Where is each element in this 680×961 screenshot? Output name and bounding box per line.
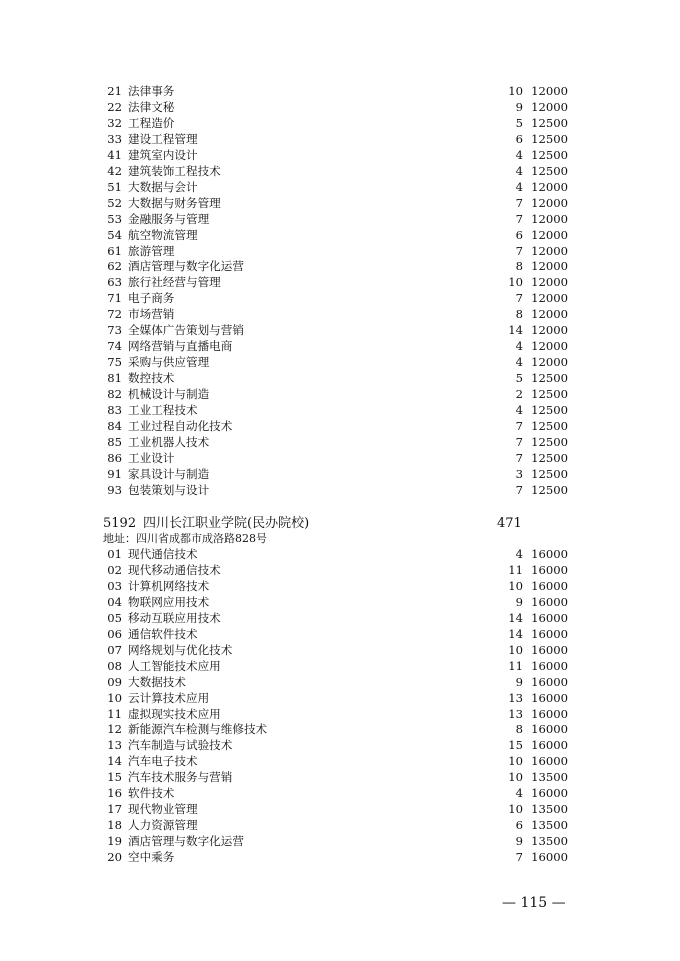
program-row xyxy=(104,179,574,195)
program-name: 移动互联应用技术 xyxy=(128,610,221,625)
program-code: 82 xyxy=(107,387,122,402)
program-name: 网络营销与直播电商 xyxy=(128,339,233,354)
program-code: 61 xyxy=(107,243,122,258)
program-row xyxy=(104,211,574,227)
program-code: 71 xyxy=(107,291,122,306)
program-fee: 12000 xyxy=(531,339,568,354)
program-code: 83 xyxy=(107,403,122,417)
program-fee: 12000 xyxy=(531,291,568,306)
program-name: 大数据与会计 xyxy=(128,179,198,194)
program-code: 75 xyxy=(107,355,122,370)
program-count: 15 xyxy=(508,738,523,753)
program-code: 06 xyxy=(107,626,122,641)
program-fee: 16000 xyxy=(531,610,568,625)
program-row xyxy=(104,610,574,626)
program-row xyxy=(104,626,574,642)
program-name: 建筑室内设计 xyxy=(128,147,198,162)
program-fee: 12000 xyxy=(531,323,568,338)
program-count: 6 xyxy=(515,818,523,833)
program-name: 酒店管理与数字化运营 xyxy=(128,834,244,849)
school-name: 四川长江职业学院(民办院校) xyxy=(143,516,310,531)
program-name: 工程造价 xyxy=(128,115,175,130)
program-fee: 13500 xyxy=(531,834,568,849)
school-total: 471 xyxy=(497,516,522,531)
program-fee: 16000 xyxy=(531,562,568,577)
program-name: 新能源汽车检测与维修技术 xyxy=(128,722,268,737)
program-fee: 12500 xyxy=(531,482,568,497)
program-row xyxy=(104,163,574,179)
program-row xyxy=(104,690,574,706)
school-id: 5192 xyxy=(103,516,137,531)
program-count: 4 xyxy=(515,786,523,801)
program-name: 工业过程自动化技术 xyxy=(128,418,233,433)
program-fee: 12000 xyxy=(531,355,568,370)
program-count: 8 xyxy=(515,307,523,322)
program-row xyxy=(104,578,574,594)
program-count: 4 xyxy=(515,547,523,561)
program-count: 5 xyxy=(515,371,523,386)
program-count: 10 xyxy=(508,84,523,98)
program-row xyxy=(104,833,574,849)
program-count: 11 xyxy=(508,658,523,673)
program-row xyxy=(104,418,574,434)
program-code: 16 xyxy=(107,786,122,801)
program-row xyxy=(104,674,574,690)
program-code: 17 xyxy=(107,802,122,817)
program-name: 航空物流管理 xyxy=(128,227,198,242)
program-count: 9 xyxy=(515,594,523,609)
program-name: 法律文秘 xyxy=(128,99,175,114)
program-fee: 16000 xyxy=(531,850,568,865)
program-code: 86 xyxy=(107,450,122,465)
program-code: 02 xyxy=(107,562,122,577)
program-row xyxy=(104,370,574,386)
program-code: 84 xyxy=(107,418,122,433)
program-row xyxy=(104,450,574,466)
program-count: 14 xyxy=(508,626,523,641)
program-name: 电子商务 xyxy=(128,291,175,306)
program-row xyxy=(104,147,574,163)
program-name: 虚拟现实技术应用 xyxy=(128,706,221,721)
program-name: 通信软件技术 xyxy=(128,626,198,641)
program-fee: 12500 xyxy=(531,466,568,481)
program-code: 51 xyxy=(107,179,122,194)
program-fee: 12500 xyxy=(531,403,568,417)
program-fee: 16000 xyxy=(531,706,568,721)
program-name: 汽车制造与试验技术 xyxy=(128,738,233,753)
program-count: 10 xyxy=(508,802,523,817)
program-count: 8 xyxy=(515,722,523,737)
program-count: 7 xyxy=(515,450,523,465)
program-code: 81 xyxy=(107,371,122,386)
program-row xyxy=(104,402,574,418)
program-count: 13 xyxy=(508,690,523,705)
program-count: 7 xyxy=(515,243,523,258)
program-count: 13 xyxy=(508,706,523,721)
program-count: 9 xyxy=(515,834,523,849)
program-name: 汽车电子技术 xyxy=(128,754,198,769)
program-fee: 12500 xyxy=(531,163,568,178)
program-fee: 16000 xyxy=(531,578,568,593)
program-fee: 12000 xyxy=(531,227,568,242)
program-name: 建筑装饰工程技术 xyxy=(128,163,221,178)
program-count: 10 xyxy=(508,770,523,785)
program-count: 4 xyxy=(515,179,523,194)
program-fee: 12500 xyxy=(531,147,568,162)
program-row xyxy=(104,817,574,833)
program-count: 7 xyxy=(515,434,523,449)
program-count: 7 xyxy=(515,850,523,865)
program-count: 4 xyxy=(515,147,523,162)
program-fee: 16000 xyxy=(531,674,568,689)
program-fee: 12000 xyxy=(531,211,568,226)
program-fee: 16000 xyxy=(531,626,568,641)
program-count: 10 xyxy=(508,275,523,290)
program-row xyxy=(104,658,574,674)
program-row xyxy=(104,99,574,115)
program-name: 现代通信技术 xyxy=(128,547,198,561)
program-code: 52 xyxy=(107,195,122,210)
program-name: 大数据与财务管理 xyxy=(128,195,221,210)
program-code: 18 xyxy=(107,818,122,833)
school-address: 地址：四川省成都市成洛路828号 xyxy=(103,532,267,545)
program-row xyxy=(104,769,574,785)
program-name: 人力资源管理 xyxy=(128,818,198,833)
program-name: 建设工程管理 xyxy=(128,131,198,146)
program-row xyxy=(104,386,574,402)
program-name: 旅行社经营与管理 xyxy=(128,275,221,290)
program-code: 22 xyxy=(107,99,122,114)
program-row xyxy=(104,801,574,817)
program-fee: 16000 xyxy=(531,754,568,769)
program-code: 62 xyxy=(107,259,122,274)
program-name: 汽车技术服务与营销 xyxy=(128,770,233,785)
program-row xyxy=(104,322,574,338)
program-code: 53 xyxy=(107,211,122,226)
program-row xyxy=(104,227,574,243)
program-code: 05 xyxy=(107,610,122,625)
program-row xyxy=(104,466,574,482)
program-row xyxy=(104,546,574,562)
program-count: 7 xyxy=(515,211,523,226)
program-count: 6 xyxy=(515,131,523,146)
program-fee: 12500 xyxy=(531,387,568,402)
program-name: 现代移动通信技术 xyxy=(128,562,221,577)
program-fee: 12000 xyxy=(531,259,568,274)
program-fee: 12500 xyxy=(531,371,568,386)
program-count: 7 xyxy=(515,291,523,306)
program-fee: 16000 xyxy=(531,722,568,737)
program-name: 人工智能技术应用 xyxy=(128,658,221,673)
program-name: 物联网应用技术 xyxy=(128,594,210,609)
program-name: 数控技术 xyxy=(128,371,175,386)
program-count: 4 xyxy=(515,403,523,417)
program-fee: 13500 xyxy=(531,770,568,785)
program-name: 现代物业管理 xyxy=(128,802,198,817)
program-row xyxy=(104,594,574,610)
program-code: 91 xyxy=(107,466,122,481)
program-code: 33 xyxy=(107,131,122,146)
program-row xyxy=(104,83,574,99)
program-count: 14 xyxy=(508,610,523,625)
program-code: 20 xyxy=(107,850,122,865)
program-fee: 12000 xyxy=(531,84,568,98)
program-count: 14 xyxy=(508,323,523,338)
program-row xyxy=(104,753,574,769)
program-fee: 12000 xyxy=(531,179,568,194)
program-row xyxy=(104,274,574,290)
program-row xyxy=(104,115,574,131)
program-count: 8 xyxy=(515,259,523,274)
program-row xyxy=(104,482,574,498)
program-row xyxy=(104,338,574,354)
program-count: 4 xyxy=(515,339,523,354)
program-name: 空中乘务 xyxy=(128,850,175,865)
program-code: 09 xyxy=(107,674,122,689)
program-count: 9 xyxy=(515,99,523,114)
program-code: 14 xyxy=(107,754,122,769)
program-count: 4 xyxy=(515,163,523,178)
program-fee: 16000 xyxy=(531,690,568,705)
program-code: 11 xyxy=(107,706,122,721)
program-count: 10 xyxy=(508,578,523,593)
program-code: 03 xyxy=(107,578,122,593)
program-code: 72 xyxy=(107,307,122,322)
program-row xyxy=(104,195,574,211)
program-fee: 13500 xyxy=(531,818,568,833)
program-name: 软件技术 xyxy=(128,786,175,801)
program-code: 63 xyxy=(107,275,122,290)
program-count: 5 xyxy=(515,115,523,130)
program-count: 2 xyxy=(515,387,523,402)
program-name: 工业机器人技术 xyxy=(128,434,210,449)
program-code: 74 xyxy=(107,339,122,354)
program-fee: 12000 xyxy=(531,243,568,258)
program-row xyxy=(104,258,574,274)
program-code: 73 xyxy=(107,323,122,338)
program-count: 7 xyxy=(515,195,523,210)
program-fee: 16000 xyxy=(531,547,568,561)
program-fee: 12500 xyxy=(531,115,568,130)
program-fee: 12500 xyxy=(531,450,568,465)
program-code: 15 xyxy=(107,770,122,785)
program-row xyxy=(104,434,574,450)
program-name: 家具设计与制造 xyxy=(128,466,210,481)
program-name: 金融服务与管理 xyxy=(128,211,210,226)
program-fee: 12000 xyxy=(531,307,568,322)
program-code: 93 xyxy=(107,482,122,497)
program-code: 10 xyxy=(107,690,122,705)
program-fee: 12000 xyxy=(531,195,568,210)
program-fee: 12000 xyxy=(531,99,568,114)
program-count: 6 xyxy=(515,227,523,242)
program-code: 13 xyxy=(107,738,122,753)
program-fee: 16000 xyxy=(531,658,568,673)
program-fee: 12500 xyxy=(531,418,568,433)
program-fee: 12500 xyxy=(531,434,568,449)
program-name: 云计算技术应用 xyxy=(128,690,210,705)
program-name: 大数据技术 xyxy=(128,674,186,689)
program-count: 4 xyxy=(515,355,523,370)
program-row xyxy=(104,306,574,322)
program-fee: 13500 xyxy=(531,802,568,817)
program-name: 法律事务 xyxy=(128,84,175,98)
program-name: 全媒体广告策划与营销 xyxy=(128,323,244,338)
program-name: 酒店管理与数字化运营 xyxy=(128,259,244,274)
program-row xyxy=(104,721,574,737)
program-count: 10 xyxy=(508,754,523,769)
program-row xyxy=(104,354,574,370)
program-name: 市场营销 xyxy=(128,307,175,322)
program-fee: 16000 xyxy=(531,738,568,753)
program-name: 工业设计 xyxy=(128,450,175,465)
program-code: 08 xyxy=(107,658,122,673)
program-code: 42 xyxy=(107,163,122,178)
program-count: 11 xyxy=(508,562,523,577)
program-name: 计算机网络技术 xyxy=(128,578,210,593)
program-name: 机械设计与制造 xyxy=(128,387,210,402)
program-code: 54 xyxy=(107,227,122,242)
program-code: 12 xyxy=(107,722,122,737)
program-count: 3 xyxy=(515,466,523,481)
program-fee: 16000 xyxy=(531,642,568,657)
program-count: 7 xyxy=(515,482,523,497)
program-row xyxy=(104,737,574,753)
program-fee: 12000 xyxy=(531,275,568,290)
program-code: 21 xyxy=(107,84,122,98)
program-code: 19 xyxy=(107,834,122,849)
program-row xyxy=(104,642,574,658)
program-code: 01 xyxy=(107,547,122,561)
program-fee: 16000 xyxy=(531,594,568,609)
program-row xyxy=(104,290,574,306)
page-number: — 115 — xyxy=(502,895,566,911)
program-fee: 12500 xyxy=(531,131,568,146)
program-count: 10 xyxy=(508,642,523,657)
program-row xyxy=(104,785,574,801)
program-row xyxy=(104,562,574,578)
program-code: 41 xyxy=(107,147,122,162)
program-code: 85 xyxy=(107,434,122,449)
program-name: 工业工程技术 xyxy=(128,403,198,417)
program-row xyxy=(104,706,574,722)
program-row xyxy=(104,243,574,259)
program-name: 旅游管理 xyxy=(128,243,175,258)
program-count: 9 xyxy=(515,674,523,689)
program-code: 04 xyxy=(107,594,122,609)
program-code: 07 xyxy=(107,642,122,657)
program-name: 采购与供应管理 xyxy=(128,355,210,370)
program-count: 7 xyxy=(515,418,523,433)
program-name: 包装策划与设计 xyxy=(128,482,210,497)
program-fee: 16000 xyxy=(531,786,568,801)
program-row xyxy=(104,849,574,865)
program-name: 网络规划与优化技术 xyxy=(128,642,233,657)
program-row xyxy=(104,131,574,147)
program-code: 32 xyxy=(107,115,122,130)
